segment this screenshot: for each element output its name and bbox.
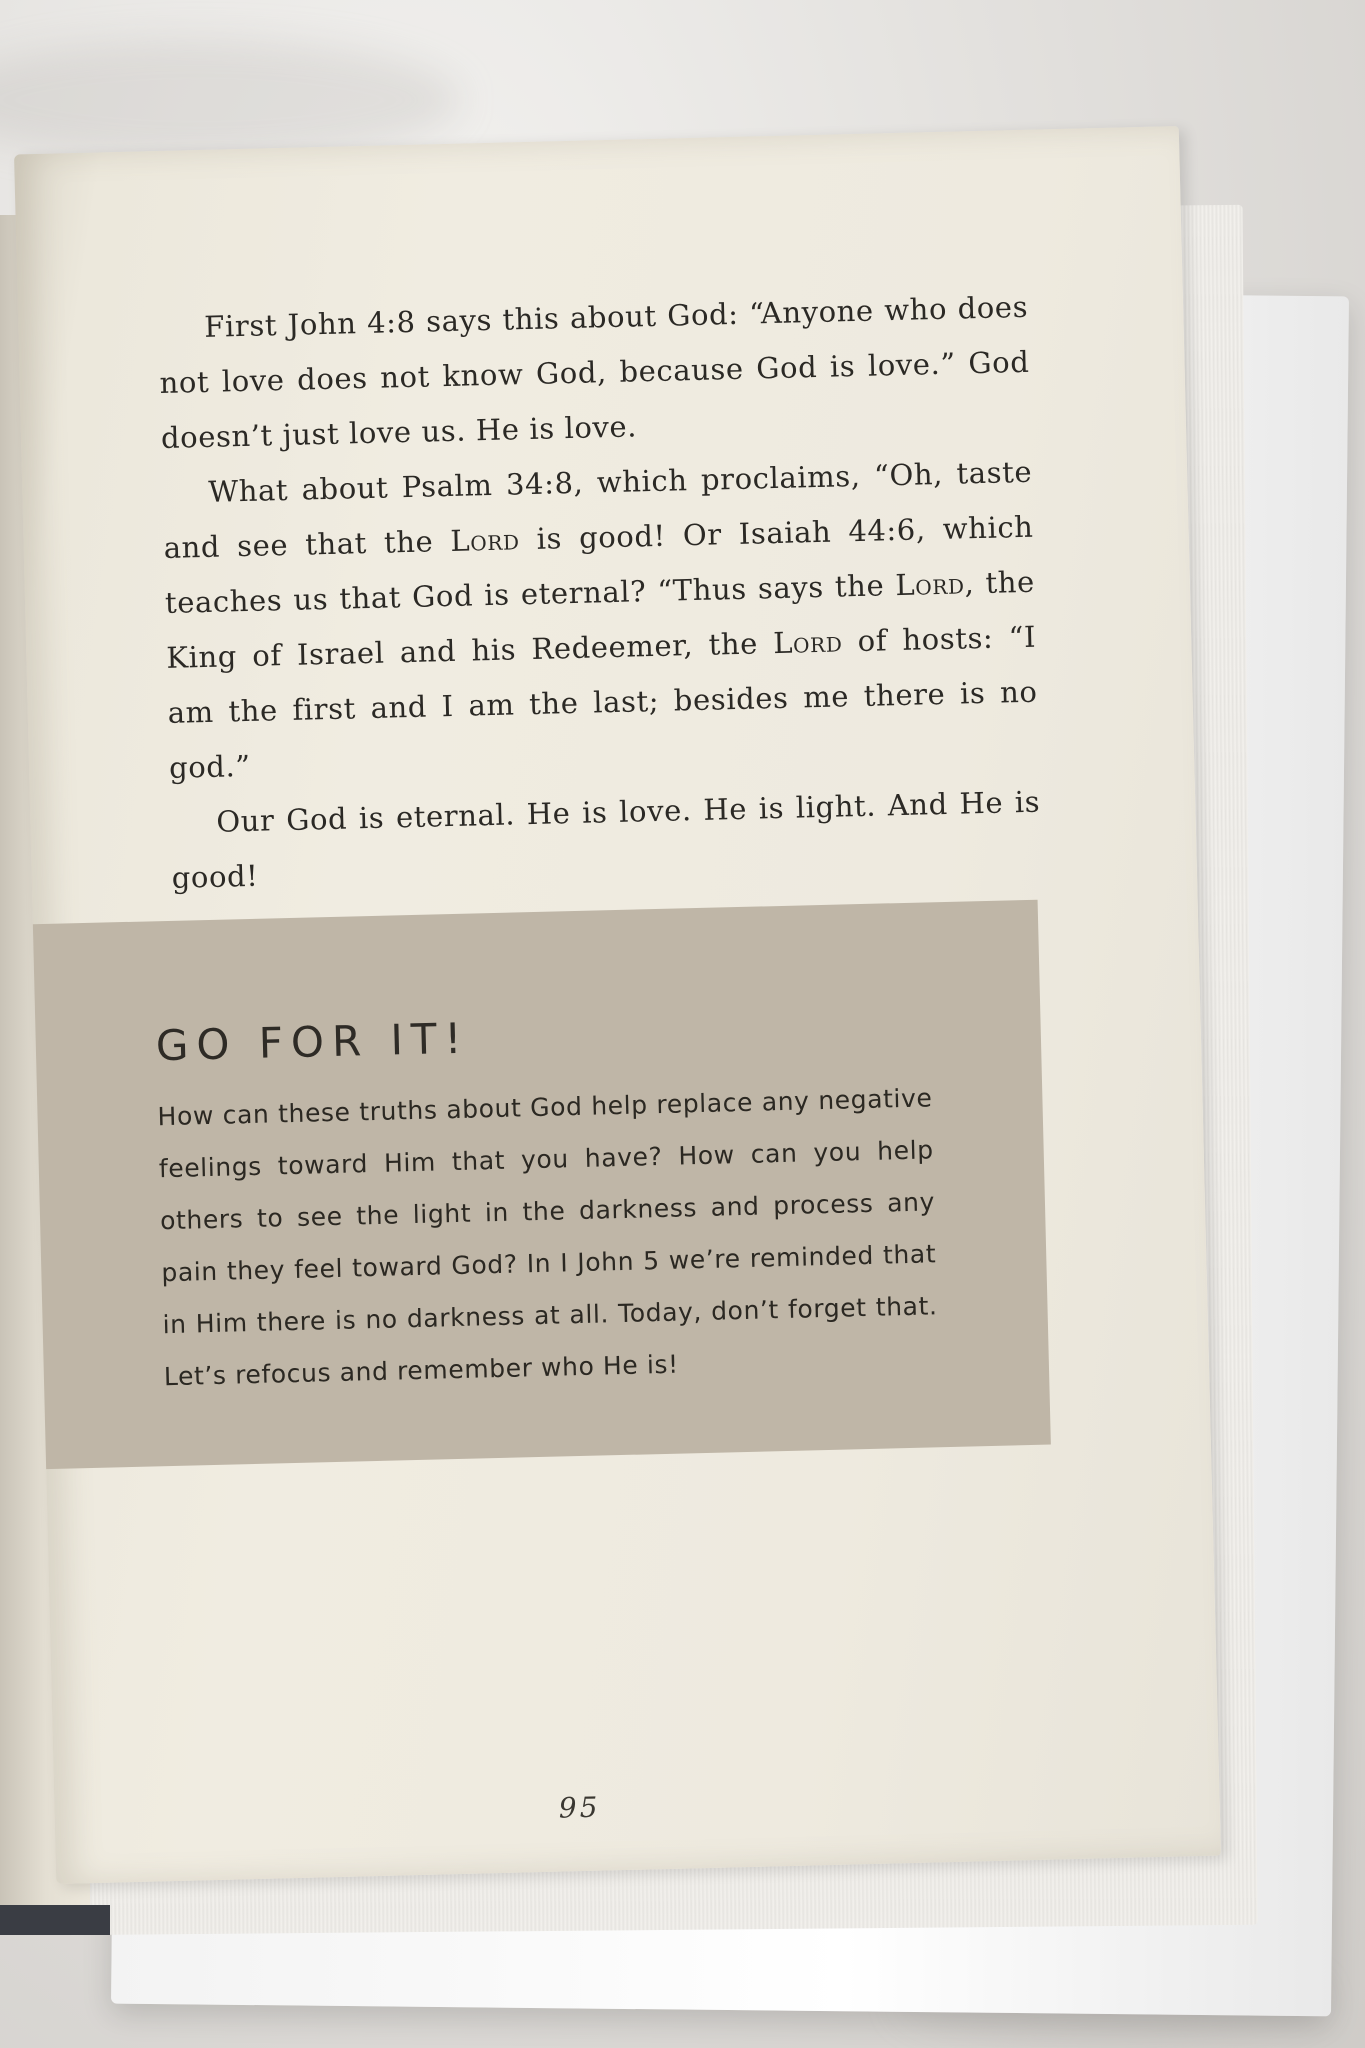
paragraph-2-part1: What about Psalm 34:8, which proclaims, “Oh, taste and see that the — [163, 454, 1033, 565]
callout-title: GO FOR IT! — [155, 1013, 470, 1071]
go-for-it-callout — [33, 900, 1051, 1469]
page-number: 95 — [558, 1790, 601, 1825]
paragraph-2-part4: of hosts: “I am the first and I am the last; besides me there is no god.” — [167, 619, 1038, 785]
lord-smallcaps: Lord — [772, 624, 843, 661]
paragraph-1-text: First John 4:8 says this about God: “Anyone who does not love does not know God, because God is love.” God doesn’t just love us. He is love. — [159, 289, 1030, 455]
paragraph-1 — [158, 280, 1032, 466]
lord-smallcaps: Lord — [449, 522, 520, 558]
callout-text: How can these truths about God help replace any negative feelings toward Him that you have? How can you help others to see the light in the darkness and process any pain they feel toward God? In I John 5 we’re reminded that in Him there is no darkness at all. Today, don’t forget that. Let’s refocus and remember who He is! — [157, 1083, 938, 1392]
paragraph-2-part3: , the King of Israel and his Redeemer, the — [165, 564, 1036, 675]
paragraph-3 — [170, 775, 1042, 906]
book-page — [14, 126, 1221, 1884]
paragraph-2 — [162, 445, 1040, 796]
book-spine — [0, 1905, 110, 1935]
marble-vein — [0, 40, 460, 160]
paragraph-2-part2: is good! Or Isaiah 44:6, which teaches us that God is eternal? “Thus says the — [164, 509, 1034, 620]
paragraph-3-text: Our God is eternal. He is love. He is light. And He is good! — [171, 784, 1041, 895]
lord-smallcaps: Lord — [894, 566, 965, 603]
body-text — [158, 280, 1043, 906]
